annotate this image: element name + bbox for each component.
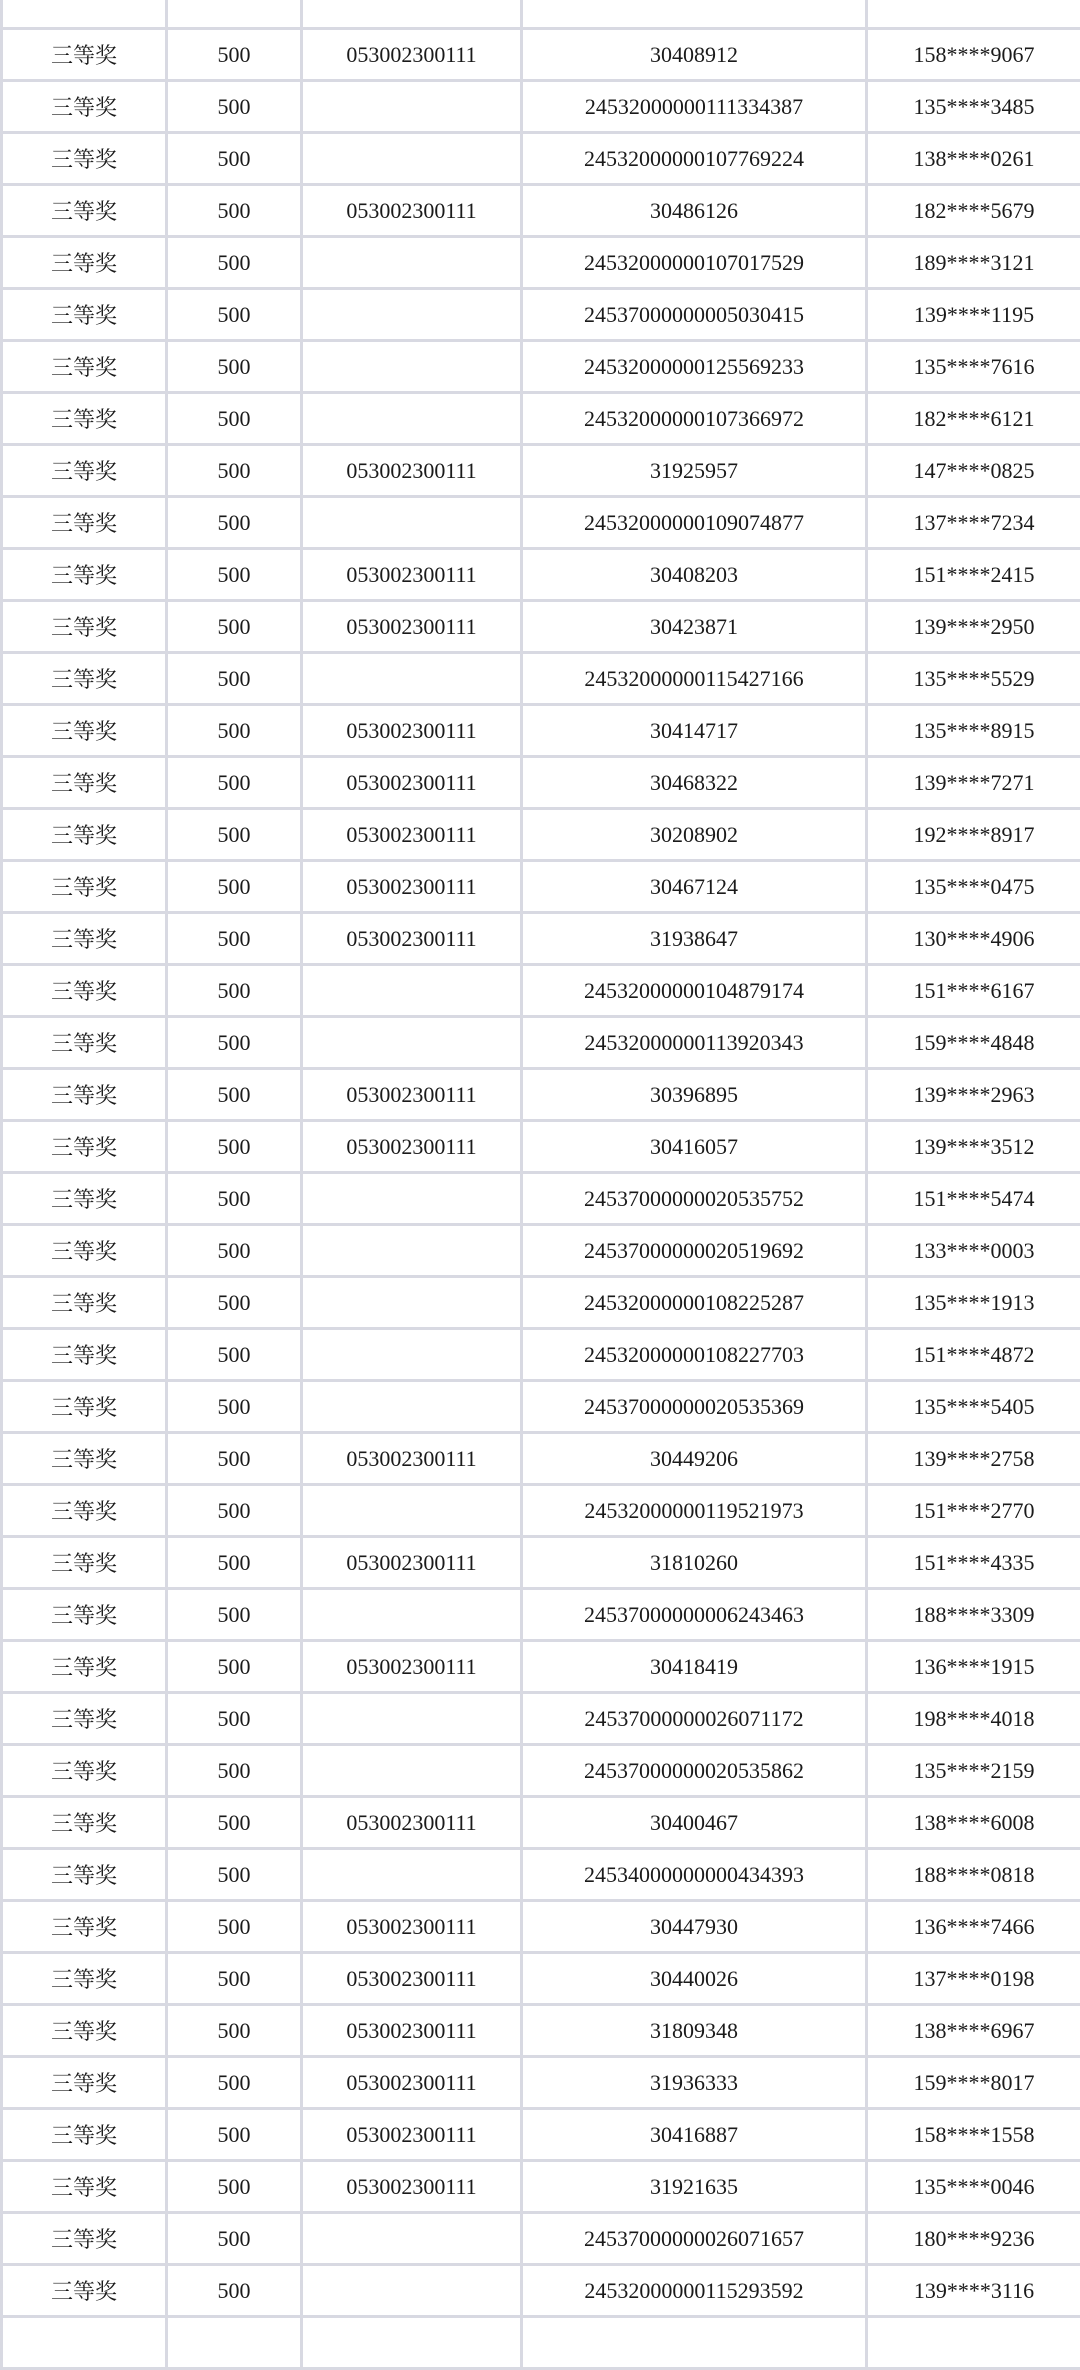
amount-cell: 500 [167,1537,302,1589]
phone-cell: 135****7616 [867,341,1080,393]
ticket-number-cell: 24532000000109074877 [522,497,867,549]
ticket-number-cell: 24537000000006243463 [522,1589,867,1641]
code-cell [302,497,522,549]
ticket-number-cell: 24532000000125569233 [522,341,867,393]
amount-cell: 500 [167,2005,302,2057]
prize-level-cell [2,2317,167,2369]
phone-cell: 159****4848 [867,1017,1080,1069]
prize-level-cell: 三等奖 [2,2109,167,2161]
table-row [2,601,1080,653]
ticket-number-cell: 24532000000107769224 [522,133,867,185]
code-cell [302,1693,522,1745]
phone-cell: 151****2770 [867,1485,1080,1537]
prize-level-cell: 三等奖 [2,1017,167,1069]
prize-level-cell: 三等奖 [2,1745,167,1797]
ticket-number-cell: 24534000000000434393 [522,1849,867,1901]
phone-cell: 135****0046 [867,2161,1080,2213]
prize-level-cell: 三等奖 [2,2265,167,2317]
winners-table-body [2,0,1080,2369]
amount-cell: 500 [167,1485,302,1537]
prize-level-cell: 三等奖 [2,1537,167,1589]
ticket-number-cell: 24537000000026071172 [522,1693,867,1745]
phone-cell: 135****5405 [867,1381,1080,1433]
code-cell: 053002300111 [302,1121,522,1173]
amount-cell: 500 [167,1121,302,1173]
ticket-number-cell: 24537000000020535862 [522,1745,867,1797]
ticket-number-cell: 24532000000115293592 [522,2265,867,2317]
amount-cell: 500 [167,1017,302,1069]
code-cell [302,653,522,705]
phone-cell: 138****6967 [867,2005,1080,2057]
code-cell: 053002300111 [302,1953,522,2005]
code-cell: 053002300111 [302,1901,522,1953]
ticket-number-cell: 31921635 [522,2161,867,2213]
phone-cell: 158****1558 [867,2109,1080,2161]
phone-cell: 151****2415 [867,549,1080,601]
phone-cell: 139****1195 [867,289,1080,341]
prize-level-cell: 三等奖 [2,2213,167,2265]
ticket-number-cell: 30396895 [522,1069,867,1121]
amount-cell: 500 [167,445,302,497]
amount-cell: 500 [167,1797,302,1849]
table-row [2,0,1080,29]
ticket-number-cell: 24537000000020535752 [522,1173,867,1225]
table-row [2,1797,1080,1849]
amount-cell: 500 [167,497,302,549]
table-row [2,2213,1080,2265]
phone-cell: 139****7271 [867,757,1080,809]
code-cell [302,1381,522,1433]
ticket-number-cell: 30418419 [522,1641,867,1693]
prize-level-cell: 三等奖 [2,185,167,237]
phone-cell: 135****0475 [867,861,1080,913]
table-row [2,1901,1080,1953]
amount-cell: 500 [167,1277,302,1329]
code-cell: 053002300111 [302,757,522,809]
table-row [2,2161,1080,2213]
prize-level-cell: 三等奖 [2,965,167,1017]
amount-cell [167,0,302,29]
code-cell: 053002300111 [302,1797,522,1849]
amount-cell: 500 [167,2213,302,2265]
phone-cell: 130****4906 [867,913,1080,965]
code-cell [302,1485,522,1537]
table-row [2,1537,1080,1589]
ticket-number-cell [522,2317,867,2369]
phone-cell [867,0,1080,29]
phone-cell: 138****6008 [867,1797,1080,1849]
phone-cell: 139****3116 [867,2265,1080,2317]
code-cell [302,289,522,341]
prize-level-cell: 三等奖 [2,289,167,341]
code-cell: 053002300111 [302,809,522,861]
ticket-number-cell: 30208902 [522,809,867,861]
code-cell [302,1589,522,1641]
phone-cell: 139****2950 [867,601,1080,653]
ticket-number-cell: 30468322 [522,757,867,809]
prize-level-cell: 三等奖 [2,2161,167,2213]
amount-cell: 500 [167,2109,302,2161]
prize-level-cell: 三等奖 [2,341,167,393]
table-row [2,861,1080,913]
phone-cell: 139****3512 [867,1121,1080,1173]
amount-cell: 500 [167,1953,302,2005]
table-row [2,653,1080,705]
table-row [2,185,1080,237]
table-row [2,29,1080,81]
code-cell [302,1017,522,1069]
phone-cell: 133****0003 [867,1225,1080,1277]
phone-cell: 188****0818 [867,1849,1080,1901]
prize-level-cell: 三等奖 [2,1277,167,1329]
prize-level-cell: 三等奖 [2,705,167,757]
prize-level-cell: 三等奖 [2,1797,167,1849]
code-cell: 053002300111 [302,913,522,965]
amount-cell: 500 [167,1225,302,1277]
phone-cell: 188****3309 [867,1589,1080,1641]
phone-cell: 138****0261 [867,133,1080,185]
ticket-number-cell: 31925957 [522,445,867,497]
table-row [2,1381,1080,1433]
ticket-number-cell: 24532000000107366972 [522,393,867,445]
code-cell [302,393,522,445]
prize-level-cell: 三等奖 [2,2057,167,2109]
prize-level-cell: 三等奖 [2,861,167,913]
amount-cell: 500 [167,133,302,185]
table-row [2,705,1080,757]
ticket-number-cell: 30416057 [522,1121,867,1173]
amount-cell: 500 [167,861,302,913]
prize-level-cell: 三等奖 [2,237,167,289]
ticket-number-cell: 24532000000107017529 [522,237,867,289]
table-row [2,445,1080,497]
table-row [2,393,1080,445]
code-cell: 053002300111 [302,601,522,653]
table-row [2,1225,1080,1277]
phone-cell: 139****2758 [867,1433,1080,1485]
table-row [2,1589,1080,1641]
amount-cell: 500 [167,965,302,1017]
code-cell: 053002300111 [302,1069,522,1121]
prize-level-cell: 三等奖 [2,133,167,185]
code-cell [302,1225,522,1277]
prize-level-cell: 三等奖 [2,549,167,601]
phone-cell: 136****1915 [867,1641,1080,1693]
table-row [2,2265,1080,2317]
phone-cell [867,2317,1080,2369]
table-row [2,237,1080,289]
amount-cell: 500 [167,1693,302,1745]
amount-cell: 500 [167,653,302,705]
code-cell: 053002300111 [302,29,522,81]
phone-cell: 147****0825 [867,445,1080,497]
code-cell [302,2265,522,2317]
prize-level-cell: 三等奖 [2,809,167,861]
ticket-number-cell: 30414717 [522,705,867,757]
ticket-number-cell: 30486126 [522,185,867,237]
amount-cell: 500 [167,237,302,289]
amount-cell: 500 [167,1849,302,1901]
phone-cell: 135****2159 [867,1745,1080,1797]
prize-level-cell: 三等奖 [2,445,167,497]
code-cell [302,1745,522,1797]
amount-cell: 500 [167,393,302,445]
ticket-number-cell: 24537000000020535369 [522,1381,867,1433]
amount-cell: 500 [167,2161,302,2213]
amount-cell: 500 [167,1589,302,1641]
ticket-number-cell: 30408912 [522,29,867,81]
code-cell: 053002300111 [302,1537,522,1589]
prize-level-cell: 三等奖 [2,1069,167,1121]
ticket-number-cell: 24532000000108225287 [522,1277,867,1329]
amount-cell: 500 [167,1329,302,1381]
amount-cell: 500 [167,289,302,341]
table-row [2,1277,1080,1329]
phone-cell: 151****4872 [867,1329,1080,1381]
amount-cell: 500 [167,185,302,237]
code-cell [302,237,522,289]
amount-cell: 500 [167,757,302,809]
code-cell: 053002300111 [302,2109,522,2161]
amount-cell: 500 [167,1641,302,1693]
ticket-number-cell: 24537000000005030415 [522,289,867,341]
ticket-number-cell: 24532000000104879174 [522,965,867,1017]
phone-cell: 135****5529 [867,653,1080,705]
table-row [2,497,1080,549]
amount-cell: 500 [167,1745,302,1797]
ticket-number-cell: 31810260 [522,1537,867,1589]
ticket-number-cell: 30449206 [522,1433,867,1485]
table-row [2,1485,1080,1537]
prize-level-cell: 三等奖 [2,1121,167,1173]
prize-level-cell: 三等奖 [2,1381,167,1433]
amount-cell: 500 [167,913,302,965]
table-row [2,2057,1080,2109]
prize-level-cell: 三等奖 [2,2005,167,2057]
table-row [2,1693,1080,1745]
amount-cell: 500 [167,29,302,81]
phone-cell: 159****8017 [867,2057,1080,2109]
ticket-number-cell [522,0,867,29]
prize-level-cell: 三等奖 [2,757,167,809]
prize-level-cell: 三等奖 [2,1589,167,1641]
table-row [2,809,1080,861]
prize-level-cell: 三等奖 [2,1641,167,1693]
ticket-number-cell: 24532000000113920343 [522,1017,867,1069]
ticket-number-cell: 30440026 [522,1953,867,2005]
ticket-number-cell: 31936333 [522,2057,867,2109]
prize-level-cell: 三等奖 [2,1693,167,1745]
prize-level-cell: 三等奖 [2,29,167,81]
code-cell [302,2213,522,2265]
table-row [2,1017,1080,1069]
table-row [2,1849,1080,1901]
code-cell [302,341,522,393]
phone-cell: 158****9067 [867,29,1080,81]
amount-cell: 500 [167,1381,302,1433]
phone-cell: 135****3485 [867,81,1080,133]
amount-cell: 500 [167,81,302,133]
phone-cell: 182****6121 [867,393,1080,445]
code-cell: 053002300111 [302,1433,522,1485]
table-row [2,1173,1080,1225]
phone-cell: 135****8915 [867,705,1080,757]
table-row [2,81,1080,133]
table-row [2,1121,1080,1173]
amount-cell: 500 [167,705,302,757]
phone-cell: 135****1913 [867,1277,1080,1329]
amount-cell: 500 [167,809,302,861]
amount-cell: 500 [167,1173,302,1225]
amount-cell: 500 [167,1901,302,1953]
ticket-number-cell: 24537000000020519692 [522,1225,867,1277]
code-cell [302,1173,522,1225]
code-cell [302,1277,522,1329]
ticket-number-cell: 24537000000026071657 [522,2213,867,2265]
table-row [2,965,1080,1017]
amount-cell [167,2317,302,2369]
phone-cell: 198****4018 [867,1693,1080,1745]
table-row [2,133,1080,185]
ticket-number-cell: 30408203 [522,549,867,601]
phone-cell: 151****6167 [867,965,1080,1017]
amount-cell: 500 [167,601,302,653]
ticket-number-cell: 30416887 [522,2109,867,2161]
phone-cell: 182****5679 [867,185,1080,237]
code-cell [302,1849,522,1901]
code-cell: 053002300111 [302,861,522,913]
table-row [2,913,1080,965]
amount-cell: 500 [167,2057,302,2109]
phone-cell: 136****7466 [867,1901,1080,1953]
prize-level-cell: 三等奖 [2,1901,167,1953]
phone-cell: 137****7234 [867,497,1080,549]
ticket-number-cell: 24532000000119521973 [522,1485,867,1537]
table-row [2,757,1080,809]
ticket-number-cell: 24532000000111334387 [522,81,867,133]
amount-cell: 500 [167,549,302,601]
ticket-number-cell: 31938647 [522,913,867,965]
phone-cell: 192****8917 [867,809,1080,861]
phone-cell: 151****4335 [867,1537,1080,1589]
prize-level-cell: 三等奖 [2,653,167,705]
amount-cell: 500 [167,1433,302,1485]
code-cell: 053002300111 [302,1641,522,1693]
code-cell: 053002300111 [302,2057,522,2109]
prize-level-cell: 三等奖 [2,1225,167,1277]
table-row [2,2317,1080,2369]
prize-level-cell: 三等奖 [2,393,167,445]
code-cell: 053002300111 [302,185,522,237]
table-row [2,1953,1080,2005]
prize-level-cell: 三等奖 [2,81,167,133]
ticket-number-cell: 30400467 [522,1797,867,1849]
table-row [2,341,1080,393]
phone-cell: 180****9236 [867,2213,1080,2265]
phone-cell: 151****5474 [867,1173,1080,1225]
amount-cell: 500 [167,341,302,393]
prize-level-cell: 三等奖 [2,601,167,653]
phone-cell: 137****0198 [867,1953,1080,2005]
code-cell [302,81,522,133]
amount-cell: 500 [167,1069,302,1121]
prize-level-cell: 三等奖 [2,1329,167,1381]
phone-cell: 139****2963 [867,1069,1080,1121]
ticket-number-cell: 30423871 [522,601,867,653]
amount-cell: 500 [167,2265,302,2317]
ticket-number-cell: 30467124 [522,861,867,913]
code-cell: 053002300111 [302,445,522,497]
prize-level-cell: 三等奖 [2,497,167,549]
code-cell [302,2317,522,2369]
code-cell: 053002300111 [302,705,522,757]
code-cell: 053002300111 [302,2005,522,2057]
code-cell [302,133,522,185]
prize-level-cell: 三等奖 [2,1953,167,2005]
prize-level-cell: 三等奖 [2,1173,167,1225]
ticket-number-cell: 30447930 [522,1901,867,1953]
table-row [2,1641,1080,1693]
table-row [2,2005,1080,2057]
table-row [2,549,1080,601]
prize-level-cell: 三等奖 [2,1485,167,1537]
phone-cell: 189****3121 [867,237,1080,289]
table-row [2,2109,1080,2161]
prize-level-cell [2,0,167,29]
table-row [2,1745,1080,1797]
code-cell: 053002300111 [302,549,522,601]
code-cell: 053002300111 [302,2161,522,2213]
ticket-number-cell: 31809348 [522,2005,867,2057]
table-row [2,1069,1080,1121]
table-row [2,1433,1080,1485]
table-row [2,289,1080,341]
prize-level-cell: 三等奖 [2,1433,167,1485]
prize-level-cell: 三等奖 [2,913,167,965]
table-row [2,1329,1080,1381]
code-cell [302,965,522,1017]
ticket-number-cell: 24532000000115427166 [522,653,867,705]
prize-level-cell: 三等奖 [2,1849,167,1901]
ticket-number-cell: 24532000000108227703 [522,1329,867,1381]
code-cell [302,0,522,29]
code-cell [302,1329,522,1381]
